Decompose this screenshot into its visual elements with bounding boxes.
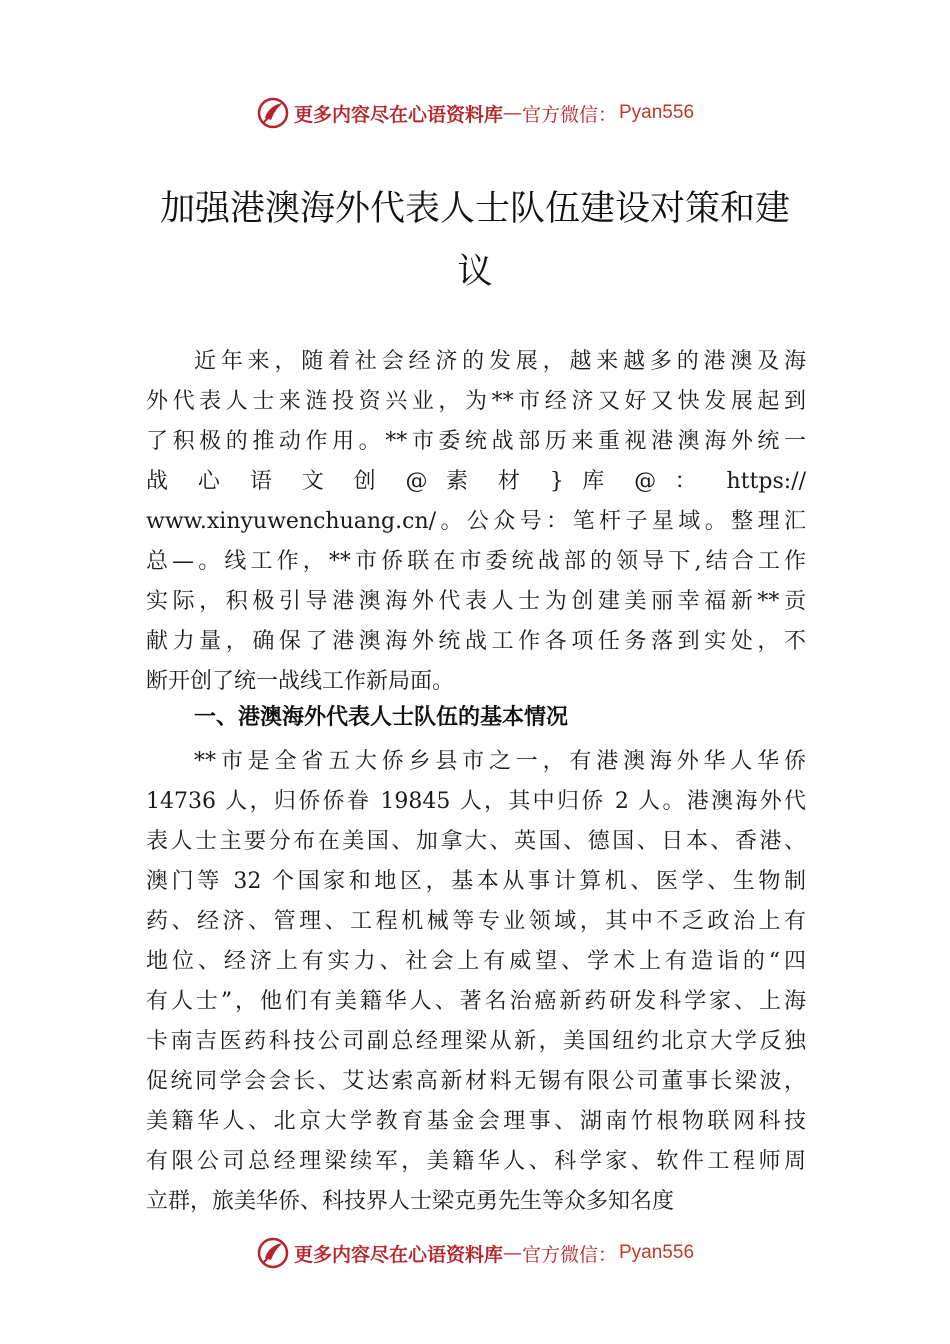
header-banner <box>0 93 950 133</box>
document-title-line-1: 加强港澳海外代表人士队伍建设对策和建 <box>159 189 790 229</box>
paragraph-line: 表人士主要分布在美国、加拿大、英国、德国、日本、香港、 <box>146 829 806 854</box>
paragraph-line: 了积极的推动作用。**市委统战部历来重视港澳海外统一 <box>146 429 806 454</box>
paragraph-line: 澳门等 32 个国家和地区，基本从事计算机、医学、生物制 <box>146 869 806 894</box>
paragraph-line: 美籍华人、北京大学教育基金会理事、湖南竹根物联网科技 <box>146 1109 806 1134</box>
paragraph-line: 14736 人，归侨侨眷 19845 人，其中归侨 2 人。港澳海外代 <box>146 789 806 814</box>
banner-wechat-id: Pyan556 <box>619 1242 695 1263</box>
document-title-line-2: 议 <box>457 252 493 292</box>
paragraph-line: 有限公司总经理梁续军，美籍华人、科学家、软件工程师周 <box>146 1149 806 1174</box>
paragraph-line: 促统同学会会长、艾达索高新材料无锡有限公司董事长梁波， <box>146 1069 806 1094</box>
brand-logo-icon <box>256 96 290 130</box>
paragraph-line: 断开创了统一战线工作新局面。 <box>146 669 455 694</box>
paragraph-line: 近年来，随着社会经济的发展，越来越多的港澳及海 <box>194 349 806 374</box>
paragraph-line: 战 心 语 文 创 @ 素 材 } 库 @ ： https:// <box>146 469 806 494</box>
banner-dash: — <box>502 102 522 124</box>
paragraph-line: 献力量，确保了港澳海外统战工作各项任务落到实处，不 <box>146 629 806 654</box>
paragraph-line: 有人士”，他们有美籍华人、著名治癌新药研发科学家、上海 <box>146 989 806 1014</box>
banner-dash: — <box>502 1242 522 1264</box>
paragraph-line: 实际，积极引导港澳海外代表人士为创建美丽幸福新**贡 <box>146 589 806 614</box>
banner-site-name: 更多内容尽在心语资料库 <box>293 103 503 126</box>
banner-wechat-label: 官方微信： <box>521 1243 617 1266</box>
paragraph-line: 药、经济、管理、工程机械等专业领域，其中不乏政治上有 <box>146 909 806 934</box>
banner-wechat-label: 官方微信： <box>521 103 617 126</box>
paragraph-line: 卡南吉医药科技公司副总经理梁从新，美国纽约北京大学反独 <box>146 1029 806 1054</box>
paragraph-line: 总—。线工作，**市侨联在市委统战部的领导下,结合工作 <box>146 549 806 574</box>
banner-site-name: 更多内容尽在心语资料库 <box>293 1243 503 1266</box>
paragraph-line: 立群，旅美华侨、科技界人士梁克勇先生等众多知名度 <box>146 1189 675 1214</box>
paragraph-line: www.xinyuwenchuang.cn/。公众号：笔杆子星域。整理汇 <box>146 509 806 534</box>
paragraph-line: 外代表人士来涟投资兴业，为**市经济又好又快发展起到 <box>146 389 806 414</box>
footer-banner <box>0 1233 950 1273</box>
paragraph-line: **市是全省五大侨乡县市之一，有港澳海外华人华侨 <box>194 749 806 774</box>
section-heading-1: 一、港澳海外代表人士队伍的基本情况 <box>194 705 569 730</box>
brand-logo-icon <box>256 1236 290 1270</box>
paragraph-line: 地位、经济上有实力、社会上有威望、学术上有造诣的“四 <box>146 949 806 974</box>
banner-wechat-id: Pyan556 <box>619 102 695 123</box>
